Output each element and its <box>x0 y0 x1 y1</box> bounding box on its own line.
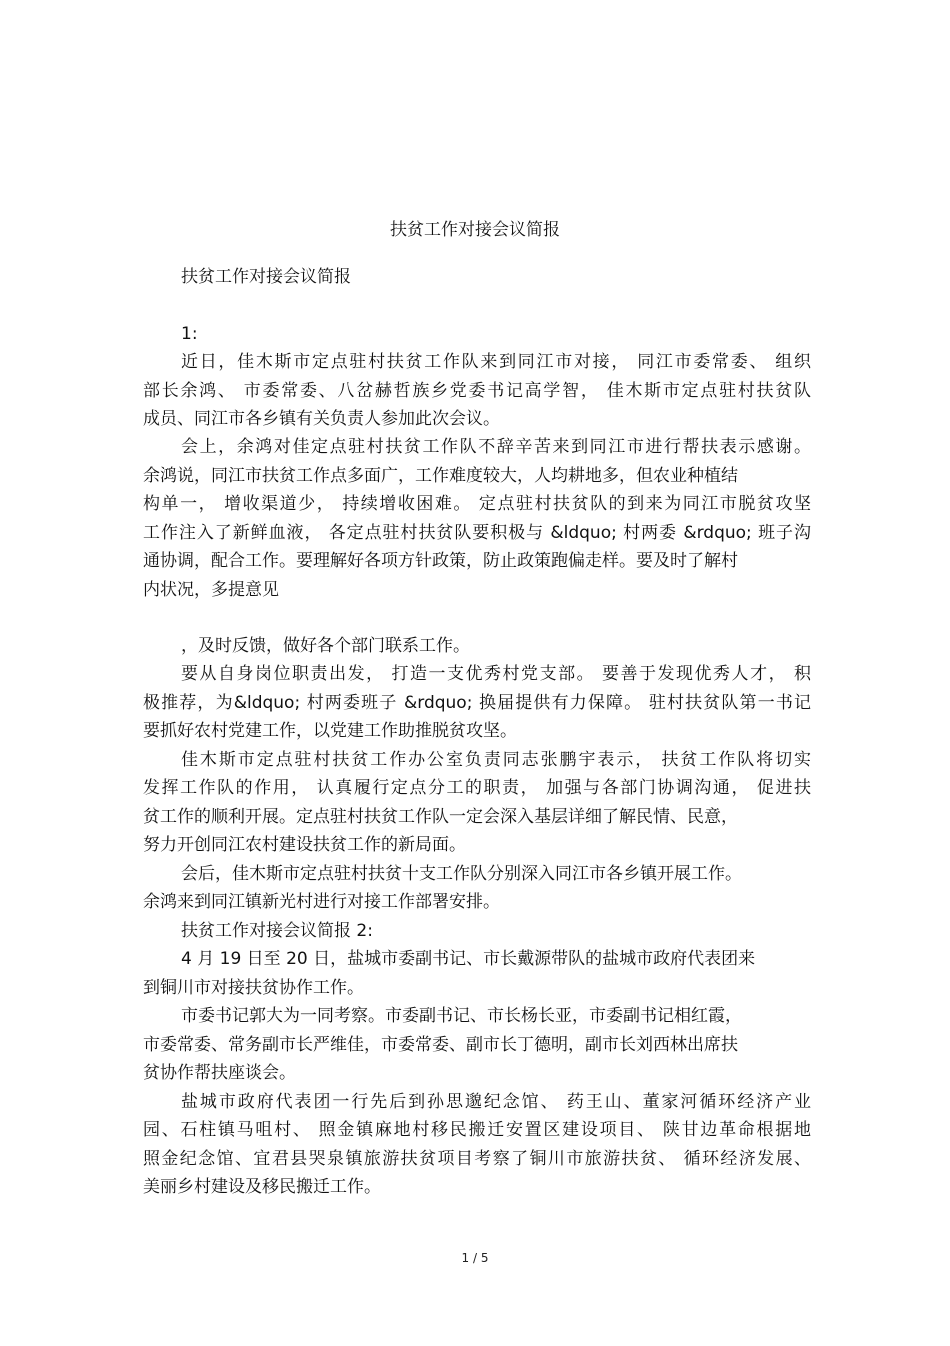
paragraph-line: 到铜川市对接扶贫协作工作。 <box>143 978 364 998</box>
paragraph-line: 努力开创同江农村建设扶贫工作的新局面。 <box>143 835 466 855</box>
subtitle-line: 扶贫工作对接会议简报 <box>181 267 351 287</box>
paragraph-line: 照金纪念馆、宜君县哭泉镇旅游扶贫项目考察了铜川市旅游扶贫、 循环经济发展、 <box>143 1149 811 1169</box>
paragraph-line: 市委常委、常务副市长严维佳，市委常委、副市长丁德明，副市长刘西林出席扶 <box>143 1035 738 1055</box>
section-heading-line: 扶贫工作对接会议简报 2: <box>181 921 373 941</box>
paragraph-line: ，及时反馈，做好各个部门联系工作。 <box>181 636 470 656</box>
paragraph-line: 园、石柱镇马咀村、 照金镇麻地村移民搬迁安置区建设项目、 陕甘边革命根据地 <box>143 1120 811 1140</box>
paragraph-line: 内状况，多提意见 <box>143 580 279 600</box>
paragraph-line: 市委书记郭大为一同考察。市委副书记、市长杨长亚，市委副书记相红霞， <box>181 1006 742 1026</box>
paragraph-line: 佳木斯市定点驻村扶贫工作办公室负责同志张鹏宇表示， 扶贫工作队将切实 <box>181 750 811 770</box>
paragraph-line: 贫协作帮扶座谈会。 <box>143 1063 296 1083</box>
paragraph-line: 余鸿来到同江镇新光村进行对接工作部署安排。 <box>143 892 500 912</box>
paragraph-line: 发挥工作队的作用， 认真履行定点分工的职责， 加强与各部门协调沟通， 促进扶 <box>143 778 811 798</box>
paragraph-line: 余鸿说，同江市扶贫工作点多面广，工作难度较大，人均耕地多，但农业种植结 <box>143 466 738 486</box>
paragraph-line: 极推荐，为&ldquo; 村两委班子 &rdquo; 换届提供有力保障。 驻村扶贫队第一书记 <box>143 693 811 713</box>
section-number-line: 1: <box>181 324 198 344</box>
document-title: 扶贫工作对接会议简报 <box>390 220 560 240</box>
paragraph-line: 近日，佳木斯市定点驻村扶贫工作队来到同江市对接， 同江市委常委、 组织 <box>181 352 811 372</box>
paragraph-line: 部长余鸿、 市委常委、八岔赫哲族乡党委书记高学智， 佳木斯市定点驻村扶贫队 <box>143 381 811 401</box>
paragraph-line: 美丽乡村建设及移民搬迁工作。 <box>143 1177 381 1197</box>
paragraph-line: 要抓好农村党建工作，以党建工作助推脱贫攻坚。 <box>143 721 517 741</box>
paragraph-line: 要从自身岗位职责出发， 打造一支优秀村党支部。 要善于发现优秀人才， 积 <box>181 664 811 684</box>
paragraph-line: 会上，余鸿对佳定点驻村扶贫工作队不辞辛苦来到同江市进行帮扶表示感谢。 <box>181 437 811 457</box>
paragraph-line: 成员、同江市各乡镇有关负责人参加此次会议。 <box>143 409 500 429</box>
page-number: 1 / 5 <box>461 1251 489 1265</box>
paragraph-line: 贫工作的顺利开展。定点驻村扶贫工作队一定会深入基层详细了解民情、民意， <box>143 807 738 827</box>
paragraph-line: 通协调，配合工作。要理解好各项方针政策，防止政策跑偏走样。要及时了解村 <box>143 551 738 571</box>
paragraph-line: 4 月 19 日至 20 日，盐城市委副书记、市长戴源带队的盐城市政府代表团来 <box>181 949 756 969</box>
paragraph-line: 构单一， 增收渠道少， 持续增收困难。 定点驻村扶贫队的到来为同江市脱贫攻坚 <box>143 494 811 514</box>
paragraph-line: 工作注入了新鲜血液， 各定点驻村扶贫队要积极与 &ldquo; 村两委 &rdquo; 班子沟 <box>143 523 811 543</box>
paragraph-line: 会后，佳木斯市定点驻村扶贫十支工作队分别深入同江市各乡镇开展工作。 <box>181 864 742 884</box>
paragraph-line: 盐城市政府代表团一行先后到孙思邈纪念馆、 药王山、董家河循环经济产业 <box>181 1092 811 1112</box>
